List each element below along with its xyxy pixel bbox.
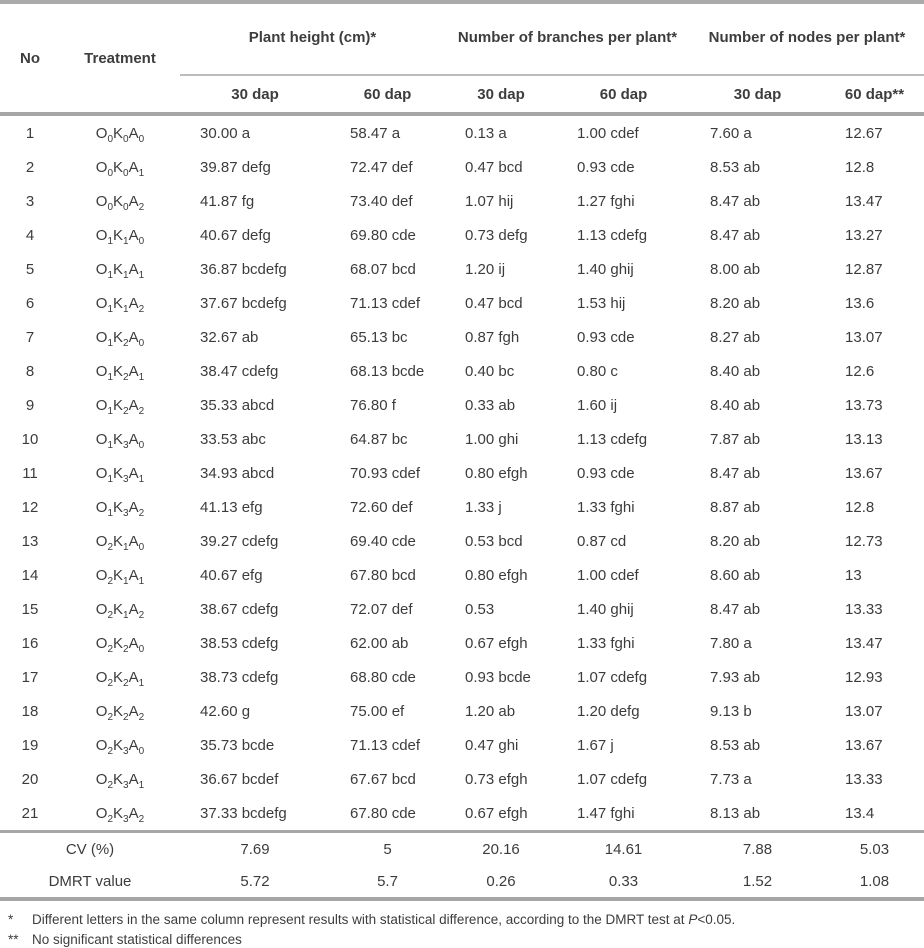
measurement-value: 1.40 ghij xyxy=(577,600,634,618)
measurement-value: 1.07 cdefg xyxy=(577,770,648,788)
measurement-value: 13 xyxy=(845,566,862,584)
measurement-value: 40.67 defg xyxy=(200,226,271,244)
measurement-value: 75.00 ef xyxy=(350,702,405,720)
row-number: 5 xyxy=(25,260,35,278)
treatment-code: $O_1K_1A_2$ xyxy=(95,294,145,315)
column-header-no: No xyxy=(0,2,60,114)
treatment-code: $O_1K_3A_1$ xyxy=(95,464,145,485)
treatment-code: $O_0K_0A_0$ xyxy=(95,124,145,145)
measurement-value: 12.87 xyxy=(845,260,883,278)
measurement-value: 7.73 a xyxy=(710,770,752,788)
row-number: 1 xyxy=(25,124,35,142)
measurement-value: 13.33 xyxy=(845,600,883,618)
measurement-value: 12.93 xyxy=(845,668,883,686)
measurement-value: 1.13 cdefg xyxy=(577,226,648,244)
measurement-value: 7.80 a xyxy=(710,634,752,652)
row-number: 11 xyxy=(22,464,38,482)
measurement-value: 8.53 ab xyxy=(710,736,761,754)
table-row xyxy=(0,660,924,694)
measurement-value: 1.60 ij xyxy=(577,396,618,414)
summary-row xyxy=(0,832,924,866)
measurement-value: 12.8 xyxy=(845,158,875,176)
measurement-value: 1.27 fghi xyxy=(577,192,635,210)
measurement-value: 8.47 ab xyxy=(710,226,761,244)
measurement-value: 0.87 cd xyxy=(577,532,627,550)
column-header-treatment: Treatment xyxy=(60,2,180,114)
measurement-value: 41.13 efg xyxy=(200,498,263,516)
row-number: 4 xyxy=(25,226,35,244)
table-row xyxy=(0,796,924,832)
row-number: 21 xyxy=(21,804,39,822)
row-number: 17 xyxy=(21,668,39,686)
measurement-value: 35.73 bcde xyxy=(200,736,275,754)
measurement-value: 36.87 bcdefg xyxy=(200,260,287,278)
treatment-code: $O_2K_2A_1$ xyxy=(95,668,145,689)
measurement-value: 67.80 bcd xyxy=(350,566,416,584)
row-number: 14 xyxy=(21,566,39,584)
treatment-code: $O_1K_1A_0$ xyxy=(95,226,145,247)
measurement-value: 1.53 hij xyxy=(577,294,626,312)
measurement-value: 13.6 xyxy=(845,294,875,312)
treatment-code: $O_2K_3A_0$ xyxy=(95,736,145,757)
treatment-code: $O_2K_2A_0$ xyxy=(95,634,145,655)
measurement-value: 0.53 bcd xyxy=(465,532,523,550)
measurement-value: 0.73 efgh xyxy=(465,770,528,788)
measurement-value: 12.6 xyxy=(845,362,875,380)
measurement-value: 8.87 ab xyxy=(710,498,761,516)
measurement-value: 1.13 cdefg xyxy=(577,430,648,448)
measurement-value: 7.93 ab xyxy=(710,668,761,686)
measurement-value: 58.47 a xyxy=(350,124,401,142)
measurement-value: 8.47 ab xyxy=(710,464,761,482)
table-row xyxy=(0,252,924,286)
measurement-value: 67.80 cde xyxy=(350,804,416,822)
measurement-value: 0.40 bc xyxy=(465,362,515,380)
treatment-code: $O_1K_2A_0$ xyxy=(95,328,145,349)
measurement-value: 8.60 ab xyxy=(710,566,761,584)
measurement-value: 13.13 xyxy=(845,430,883,448)
treatment-code: $O_1K_3A_2$ xyxy=(95,498,145,519)
measurement-value: 13.33 xyxy=(845,770,883,788)
measurement-value: 0.47 bcd xyxy=(465,294,523,312)
measurement-value: 7.60 a xyxy=(710,124,752,142)
table-row xyxy=(0,114,924,150)
table-row xyxy=(0,354,924,388)
table-row xyxy=(0,218,924,252)
measurement-value: 8.20 ab xyxy=(710,532,761,550)
group-header-plant-height: Plant height (cm)* xyxy=(180,2,445,75)
subheader-ph-30dap: 30 dap xyxy=(180,75,330,114)
measurement-value: 13.27 xyxy=(845,226,883,244)
footnote-text-post: <0.05. xyxy=(697,912,736,927)
header-group-row xyxy=(0,2,924,75)
measurement-value: 8.20 ab xyxy=(710,294,761,312)
measurement-value: 30.00 a xyxy=(200,124,251,142)
measurement-value: 0.80 c xyxy=(577,362,618,380)
measurement-value: 12.8 xyxy=(845,498,875,516)
measurement-value: 70.93 cdef xyxy=(350,464,421,482)
summary-value: 5 xyxy=(330,832,445,866)
summary-value: 1.08 xyxy=(825,865,924,899)
measurement-value: 39.27 cdefg xyxy=(200,532,279,550)
row-number: 20 xyxy=(21,770,39,788)
measurement-value: 68.80 cde xyxy=(350,668,416,686)
measurement-value: 36.67 bcdef xyxy=(200,770,279,788)
measurement-value: 8.40 ab xyxy=(710,396,761,414)
footnote-text-italic-p: P xyxy=(688,912,698,927)
measurement-value: 72.07 def xyxy=(350,600,413,618)
measurement-value: 35.33 abcd xyxy=(200,396,275,414)
measurement-value: 9.13 b xyxy=(710,702,752,720)
measurement-value: 8.47 ab xyxy=(710,192,761,210)
row-number: 10 xyxy=(21,430,39,448)
measurement-value: 72.47 def xyxy=(350,158,413,176)
subheader-ph-60dap: 60 dap xyxy=(330,75,445,114)
measurement-value: 13.67 xyxy=(845,464,883,482)
treatment-code: $O_0K_0A_1$ xyxy=(95,158,145,179)
measurement-value: 0.80 efgh xyxy=(465,566,528,584)
treatment-code: $O_2K_1A_2$ xyxy=(95,600,145,621)
measurement-value: 1.33 fghi xyxy=(577,634,635,652)
table-row xyxy=(0,490,924,524)
treatment-code: $O_0K_0A_2$ xyxy=(95,192,145,213)
measurement-value: 13.67 xyxy=(845,736,883,754)
footnote-text: No significant statistical differences xyxy=(32,931,242,947)
measurement-value: 0.33 ab xyxy=(465,396,516,414)
table-row xyxy=(0,524,924,558)
subheader-br-30dap: 30 dap xyxy=(445,75,557,114)
row-number: 12 xyxy=(21,498,39,516)
footnote-text-pre: Different letters in the same column represent results with statistical difference, according to the DMRT test at xyxy=(32,912,689,927)
measurement-value: 8.00 ab xyxy=(710,260,761,278)
table-row xyxy=(0,592,924,626)
summary-value: 0.26 xyxy=(445,865,557,899)
table-row xyxy=(0,286,924,320)
measurement-value: 13.4 xyxy=(845,804,875,822)
treatment-code: $O_1K_2A_1$ xyxy=(95,362,145,383)
measurement-value: 8.53 ab xyxy=(710,158,761,176)
measurement-value: 67.67 bcd xyxy=(350,770,416,788)
treatment-code: $O_1K_1A_1$ xyxy=(95,260,145,281)
summary-value: 1.52 xyxy=(690,865,825,899)
treatment-code: $O_2K_3A_2$ xyxy=(95,804,145,825)
treatment-code: $O_2K_1A_0$ xyxy=(95,532,145,553)
measurement-value: 13.07 xyxy=(845,328,883,346)
measurement-value: 0.93 bcde xyxy=(465,668,531,686)
measurement-value: 13.73 xyxy=(845,396,883,414)
table-row xyxy=(0,388,924,422)
measurement-value: 38.67 cdefg xyxy=(200,600,279,618)
measurement-value: 62.00 ab xyxy=(350,634,409,652)
measurement-value: 40.67 efg xyxy=(200,566,263,584)
row-number: 13 xyxy=(21,532,39,550)
measurement-value: 1.33 j xyxy=(465,498,502,516)
measurement-value: 1.47 fghi xyxy=(577,804,635,822)
treatment-code: $O_2K_1A_1$ xyxy=(95,566,145,587)
measurement-value: 13.47 xyxy=(845,192,883,210)
table-footer xyxy=(0,832,924,900)
measurement-value: 38.47 cdefg xyxy=(200,362,279,380)
row-number: 2 xyxy=(25,158,35,176)
measurement-value: 1.33 fghi xyxy=(577,498,635,516)
measurement-value: 8.27 ab xyxy=(710,328,761,346)
subheader-nd-60dap: 60 dap** xyxy=(825,75,924,114)
measurement-value: 0.93 cde xyxy=(577,464,635,482)
table-row xyxy=(0,184,924,218)
measurement-value: 64.87 bc xyxy=(350,430,408,448)
measurement-value: 7.87 ab xyxy=(710,430,761,448)
group-header-nodes: Number of nodes per plant* xyxy=(690,2,924,75)
footnote-text xyxy=(32,910,735,930)
table-row xyxy=(0,150,924,184)
measurement-value: 1.07 cdefg xyxy=(577,668,648,686)
measurement-value: 69.40 cde xyxy=(350,532,416,550)
measurement-value: 12.67 xyxy=(845,124,883,142)
measurement-value: 0.67 efgh xyxy=(465,804,528,822)
measurement-value: 0.80 efgh xyxy=(465,464,528,482)
summary-value: 7.69 xyxy=(180,832,330,866)
summary-row xyxy=(0,865,924,899)
table-row xyxy=(0,456,924,490)
table-row xyxy=(0,762,924,796)
measurement-value: 38.73 cdefg xyxy=(200,668,279,686)
measurement-value: 72.60 def xyxy=(350,498,413,516)
table-row xyxy=(0,320,924,354)
table-header xyxy=(0,2,924,114)
measurement-value: 37.33 bcdefg xyxy=(200,804,287,822)
measurement-value: 0.47 ghi xyxy=(465,736,519,754)
measurement-value: 39.87 defg xyxy=(200,158,271,176)
summary-value: 7.88 xyxy=(690,832,825,866)
row-number: 18 xyxy=(21,702,39,720)
measurement-value: 32.67 ab xyxy=(200,328,259,346)
row-number: 8 xyxy=(25,362,35,380)
row-number: 7 xyxy=(25,328,35,346)
measurement-value: 38.53 cdefg xyxy=(200,634,279,652)
row-number: 16 xyxy=(21,634,39,652)
measurement-value: 8.13 ab xyxy=(710,804,761,822)
measurement-value: 33.53 abc xyxy=(200,430,266,448)
summary-value: 20.16 xyxy=(445,832,557,866)
row-number: 6 xyxy=(25,294,35,312)
measurement-value: 42.60 g xyxy=(200,702,251,720)
measurement-value: 76.80 f xyxy=(350,396,396,414)
measurement-value: 71.13 cdef xyxy=(350,736,421,754)
measurement-value: 1.00 cdef xyxy=(577,124,639,142)
summary-value: 0.33 xyxy=(557,865,690,899)
subheader-nd-30dap: 30 dap xyxy=(690,75,825,114)
measurement-value: 37.67 bcdefg xyxy=(200,294,287,312)
row-number: 19 xyxy=(21,736,39,754)
treatment-code: $O_1K_2A_2$ xyxy=(95,396,145,417)
footnote-dmrt xyxy=(8,910,924,930)
measurement-value: 0.47 bcd xyxy=(465,158,523,176)
measurement-value: 41.87 fg xyxy=(200,192,255,210)
footnote-no-significance xyxy=(8,930,924,948)
measurement-value: 1.40 ghij xyxy=(577,260,634,278)
row-number: 15 xyxy=(21,600,39,618)
measurement-value: 1.00 ghi xyxy=(465,430,519,448)
measurement-value: 8.40 ab xyxy=(710,362,761,380)
group-header-branches: Number of branches per plant* xyxy=(445,2,690,75)
measurement-value: 0.93 cde xyxy=(577,158,635,176)
measurement-value: 1.20 ij xyxy=(465,260,506,278)
measurement-value: 0.93 cde xyxy=(577,328,635,346)
row-number: 9 xyxy=(25,396,35,414)
summary-label: CV (%) xyxy=(0,832,180,866)
measurement-value: 34.93 abcd xyxy=(200,464,275,482)
summary-value: 14.61 xyxy=(557,832,690,866)
measurement-value: 69.80 cde xyxy=(350,226,416,244)
table-row xyxy=(0,422,924,456)
treatment-code: $O_1K_3A_0$ xyxy=(95,430,145,451)
treatment-code: $O_2K_2A_2$ xyxy=(95,702,145,723)
table-body xyxy=(0,114,924,832)
measurement-value: 71.13 cdef xyxy=(350,294,421,312)
summary-value: 5.72 xyxy=(180,865,330,899)
measurement-value: 1.00 cdef xyxy=(577,566,639,584)
measurement-value: 8.47 ab xyxy=(710,600,761,618)
footnote-marker: ** xyxy=(8,931,19,947)
measurement-value: 13.07 xyxy=(845,702,883,720)
table-row xyxy=(0,728,924,762)
measurement-value: 13.47 xyxy=(845,634,883,652)
measurement-value: 12.73 xyxy=(845,532,883,550)
summary-value: 5.7 xyxy=(330,865,445,899)
measurement-value: 0.73 defg xyxy=(465,226,528,244)
measurement-value: 68.13 bcde xyxy=(350,362,425,380)
subheader-br-60dap: 60 dap xyxy=(557,75,690,114)
treatment-code: $O_2K_3A_1$ xyxy=(95,770,145,791)
measurement-value: 0.67 efgh xyxy=(465,634,528,652)
table-row xyxy=(0,626,924,660)
footnotes xyxy=(0,910,924,948)
summary-value: 5.03 xyxy=(825,832,924,866)
measurement-value: 1.67 j xyxy=(577,736,614,754)
measurement-value: 73.40 def xyxy=(350,192,413,210)
measurement-value: 1.20 ab xyxy=(465,702,516,720)
measurement-value: 65.13 bc xyxy=(350,328,408,346)
measurement-value: 68.07 bcd xyxy=(350,260,416,278)
measurement-value: 0.13 a xyxy=(465,124,507,142)
table-row xyxy=(0,558,924,592)
measurement-value: 0.87 fgh xyxy=(465,328,520,346)
row-number: 3 xyxy=(25,192,35,210)
table-row xyxy=(0,694,924,728)
measurement-value: 1.20 defg xyxy=(577,702,640,720)
footnote-marker: * xyxy=(8,912,14,927)
summary-label: DMRT value xyxy=(0,865,180,899)
measurement-value: 1.07 hij xyxy=(465,192,514,210)
measurement-value: 0.53 xyxy=(465,600,495,618)
